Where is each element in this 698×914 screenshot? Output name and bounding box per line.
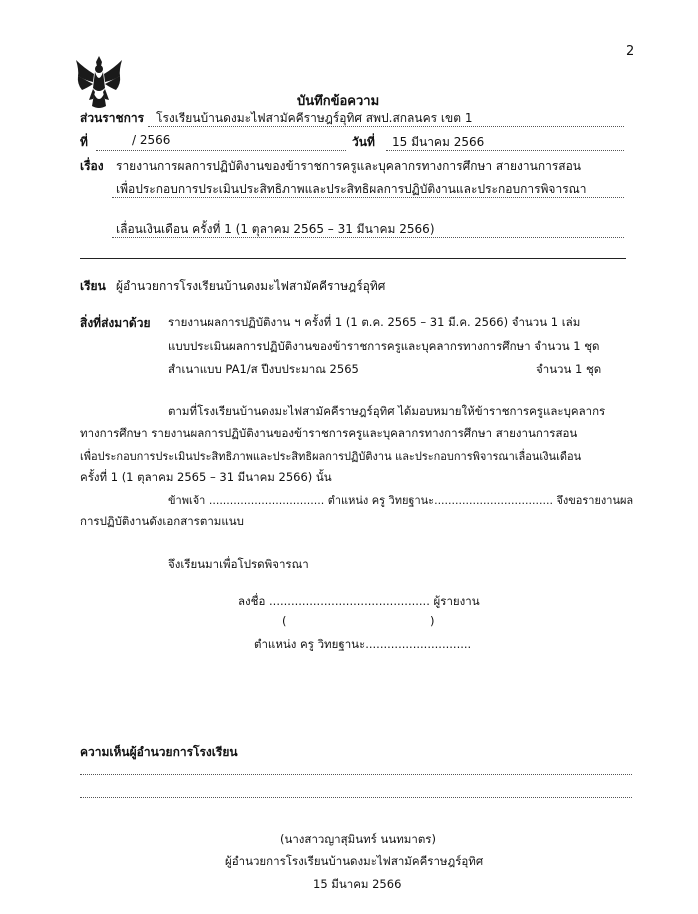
signature-name-open: ( [282,614,287,628]
director-opinion-heading: ความเห็นผู้อำนวยการโรงเรียน [80,745,238,759]
para1-line-2: ทางการศึกษา รายงานผลการปฏิบัติงานของข้าราชการครูและบุคลากรทางการศึกษา สายงานการสอน [80,426,578,440]
para2-line-1: ข้าพเจ้า ................................. ตำแหน่ง ครู วิทยฐานะ.................................. จึงขอรายงานผล [168,494,634,507]
signature-name-close: ) [430,614,435,628]
garuda-emblem-icon [74,54,124,110]
opinion-dotline-2 [80,797,632,798]
ref-dotline [96,150,346,151]
date-dotline [386,150,624,151]
date-label: วันที่ [352,135,375,149]
to-value: ผู้อำนวยการโรงเรียนบ้านดงมะไฟสามัคคีราษฎร์อุทิศ [116,279,386,293]
subject-line-1: รายงานการผลการปฏิบัติงานของข้าราชการครูและบุคลากรทางการศึกษา สายงานการสอน [116,159,582,173]
date-value: 15 มีนาคม 2566 [392,135,485,149]
closing-text: จึงเรียนมาเพื่อโปรดพิจารณา [168,557,309,571]
header-divider [80,258,626,259]
subject-line-3: เลื่อนเงินเดือน ครั้งที่ 1 (1 ตุลาคม 2565 – 31 มีนาคม 2566) [116,222,435,236]
subject-dotline-2 [112,237,624,238]
subject-dotline-1 [112,197,624,198]
agency-label: ส่วนราชการ [80,111,145,125]
para1-line-4: ครั้งที่ 1 (1 ตุลาคม 2565 – 31 มีนาคม 2566) นั้น [80,470,332,484]
agency-value: โรงเรียนบ้านดงมะไฟสามัคคีราษฎร์อุทิศ สพป.สกลนคร เขต 1 [156,111,473,125]
page-number: 2 [626,44,635,59]
para1-line-1: ตามที่โรงเรียนบ้านดงมะไฟสามัคคีราษฎร์อุทิศ ได้มอบหมายให้ข้าราชการครูและบุคลากร [168,404,606,418]
memo-title: บันทึกข้อความ [297,94,380,109]
director-title: ผู้อำนวยการโรงเรียนบ้านดงมะไฟสามัคคีราษฎร์อุทิศ [225,854,484,868]
enclosure-label: สิ่งที่ส่งมาด้วย [80,316,151,330]
subject-line-2: เพื่อประกอบการประเมินประสิทธิภาพและประสิทธิผลการปฏิบัติงานและประกอบการพิจารณา [116,182,587,196]
to-label: เรียน [80,279,106,293]
enclosure-item-1: รายงานผลการปฏิบัติงาน ฯ ครั้งที่ 1 (1 ต.ค. 2565 – 31 มี.ค. 2566) จำนวน 1 เล่ม [168,315,581,329]
opinion-dotline-1 [80,774,632,775]
ref-label: ที่ [80,135,88,149]
para1-line-3: เพื่อประกอบการประเมินประสิทธิภาพและประสิทธิผลการปฏิบัติงาน และประกอบการพิจารณาเลื่อนเงินเดือน [80,450,582,463]
enclosure-item-2: แบบประเมินผลการปฏิบัติงานของข้าราชการครูและบุคลากรทางการศึกษา จำนวน 1 ชุด [168,339,600,353]
director-date: 15 มีนาคม 2566 [313,877,402,891]
signature-position: ตำแหน่ง ครู วิทยฐานะ............................. [254,637,472,651]
enclosure-item-3-qty: จำนวน 1 ชุด [536,362,602,376]
signature-line: ลงชื่อ ............................................ ผู้รายงาน [238,594,480,608]
enclosure-item-3: สำเนาแบบ PA1/ส ปีงบประมาณ 2565 [168,362,359,376]
para2-line-2: การปฏิบัติงานดังเอกสารตามแนบ [80,514,244,528]
subject-label: เรื่อง [80,159,104,173]
director-name: (นางสาวญาสุมินทร์ นนทมาตร) [280,832,436,846]
ref-value: / 2566 [132,133,171,147]
agency-dotline [148,126,624,127]
